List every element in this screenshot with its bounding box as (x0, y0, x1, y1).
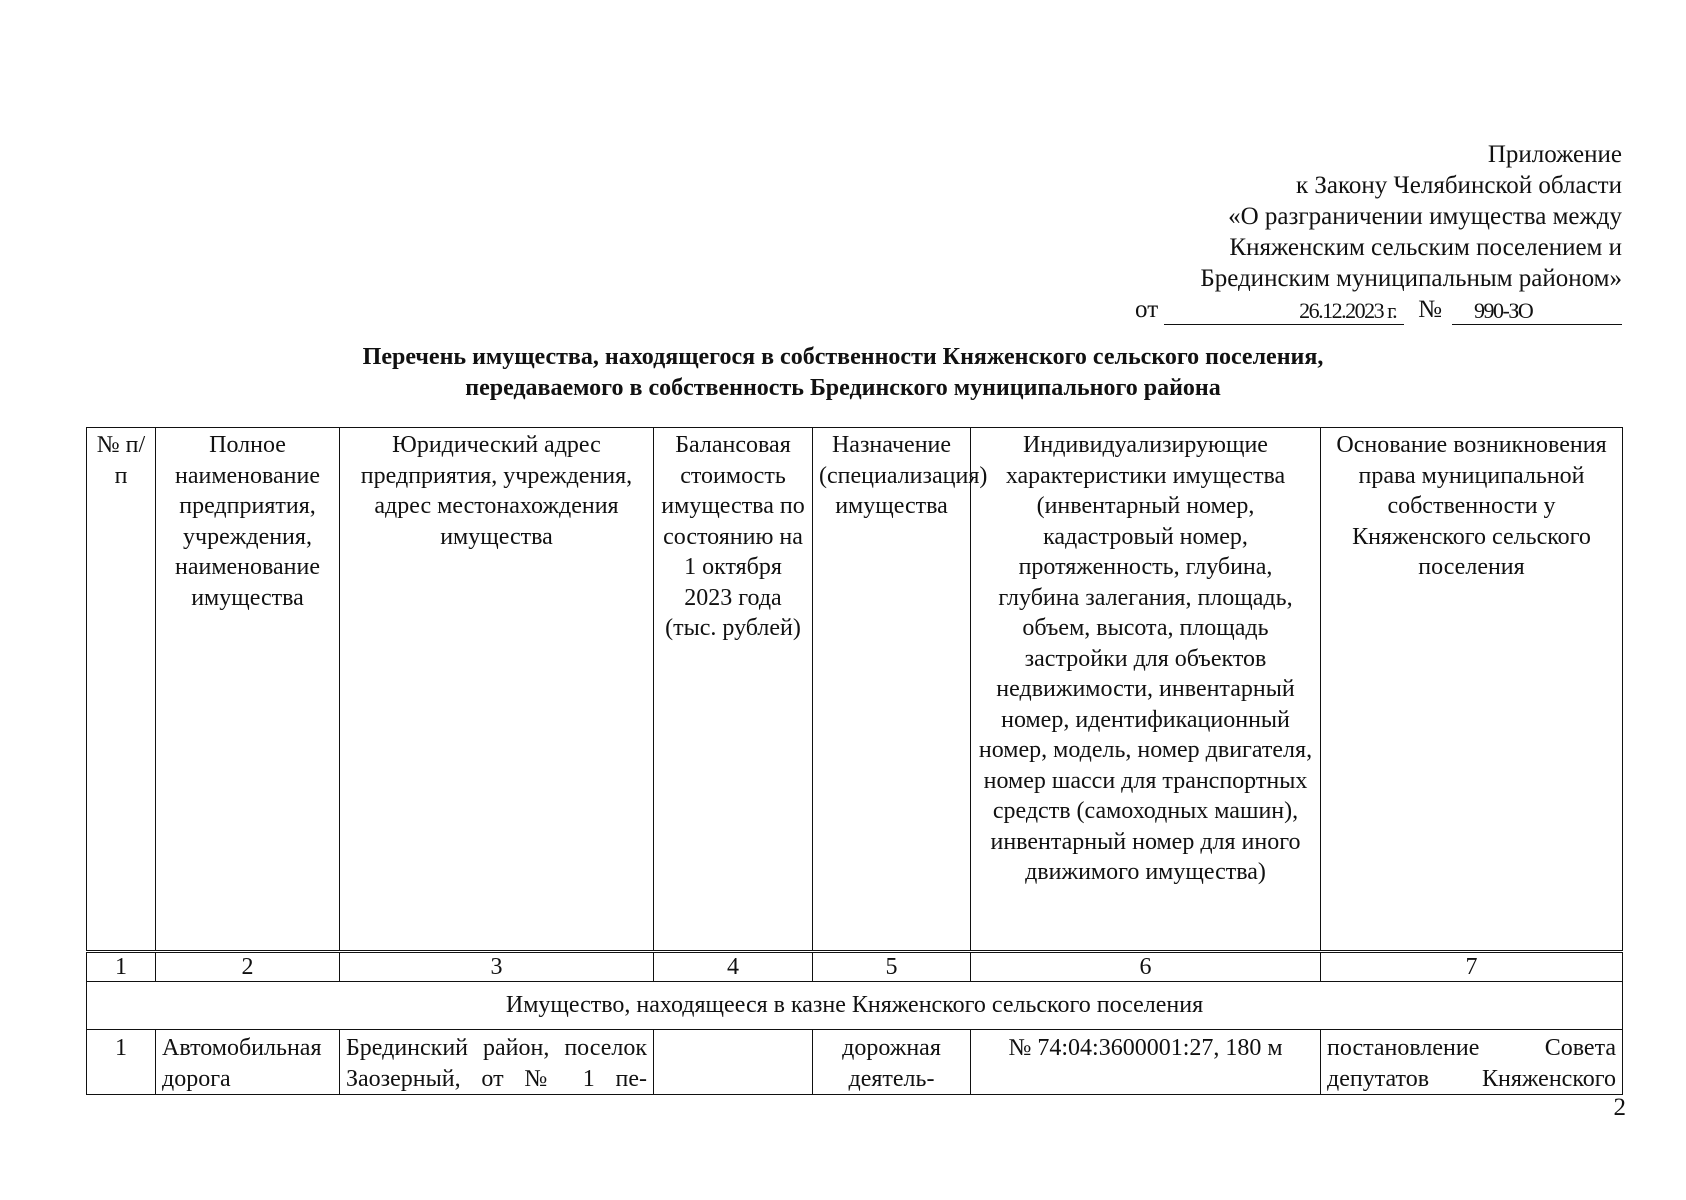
row-address: Брединский район, поселок Заозерный, от № 1 пе- (340, 1030, 654, 1095)
column-number: 6 (971, 952, 1321, 982)
column-number: 7 (1321, 952, 1623, 982)
section-title: Имущество, находящееся в казне Княженского сельского поселения (87, 982, 1623, 1030)
header-name: Полное наименование предприятия, учреждения, наименование имущества (156, 428, 340, 952)
appendix-line: Приложение (1487, 141, 1622, 168)
column-number: 4 (654, 952, 813, 982)
row-value (654, 1030, 813, 1095)
number-label: № (1418, 296, 1442, 323)
title-line-1: Перечень имущества, находящегося в собственности Княженского сельского поселения, (362, 344, 1324, 370)
header-basis: Основание возникновения права муниципальной собственности у Княженского сельского поселения (1321, 428, 1623, 952)
header-value: Балансовая стоимость имущества по состоянию на 1 октября 2023 года (тыс. рублей) (654, 428, 813, 952)
from-label: от (1135, 296, 1159, 323)
appendix-header (1062, 139, 1622, 325)
row-purpose: дорожная деятель- (813, 1030, 971, 1095)
header-purpose: Назначение (специализация) имущества (813, 428, 971, 952)
column-number-row (87, 952, 1623, 982)
law-number: 990-ЗО (1452, 298, 1622, 325)
appendix-line: Брединским муниципальным районом» (1200, 265, 1622, 292)
row-basis: постановление Совета депутатов Княженского (1321, 1030, 1623, 1095)
row-number: 1 (87, 1030, 156, 1095)
header-number: № п/п (87, 428, 156, 952)
appendix-line: к Закону Челябинской области (1296, 172, 1622, 199)
header-address: Юридический адрес предприятия, учреждения, адрес местонахождения имущества (340, 428, 654, 952)
title-line-2: передаваемого в собственность Брединского муниципального района (465, 375, 1221, 401)
column-number: 5 (813, 952, 971, 982)
appendix-line: Княженским сельским поселением и (1229, 234, 1622, 261)
document-title (0, 342, 1686, 404)
section-row (87, 982, 1623, 1030)
row-name: Автомобильная дорога (156, 1030, 340, 1095)
column-number: 2 (156, 952, 340, 982)
column-number: 3 (340, 952, 654, 982)
law-date: 26.12.2023 г. (1164, 298, 1404, 325)
appendix-line: «О разграничении имущества между (1228, 203, 1622, 230)
table-header-row (87, 428, 1623, 952)
header-characteristics: Индивидуализирующие характеристики имущества (инвентарный номер, кадастровый номер, протяженность, глубина, глубина залегания, площадь, объем, высота, площадь застройки для объектов недвижимости, инвентарный номер, идентификационный номер, модель, номер двигателя, номер шасси для транспортных средств (самоходных машин), инвентарный номер для иного движимого имущества) (971, 428, 1321, 952)
row-characteristics: № 74:04:3600001:27, 180 м (971, 1030, 1321, 1095)
law-reference (1062, 294, 1622, 325)
page-number: 2 (1613, 1094, 1626, 1121)
property-table (86, 427, 1623, 1095)
table-row (87, 1030, 1623, 1095)
column-number: 1 (87, 952, 156, 982)
